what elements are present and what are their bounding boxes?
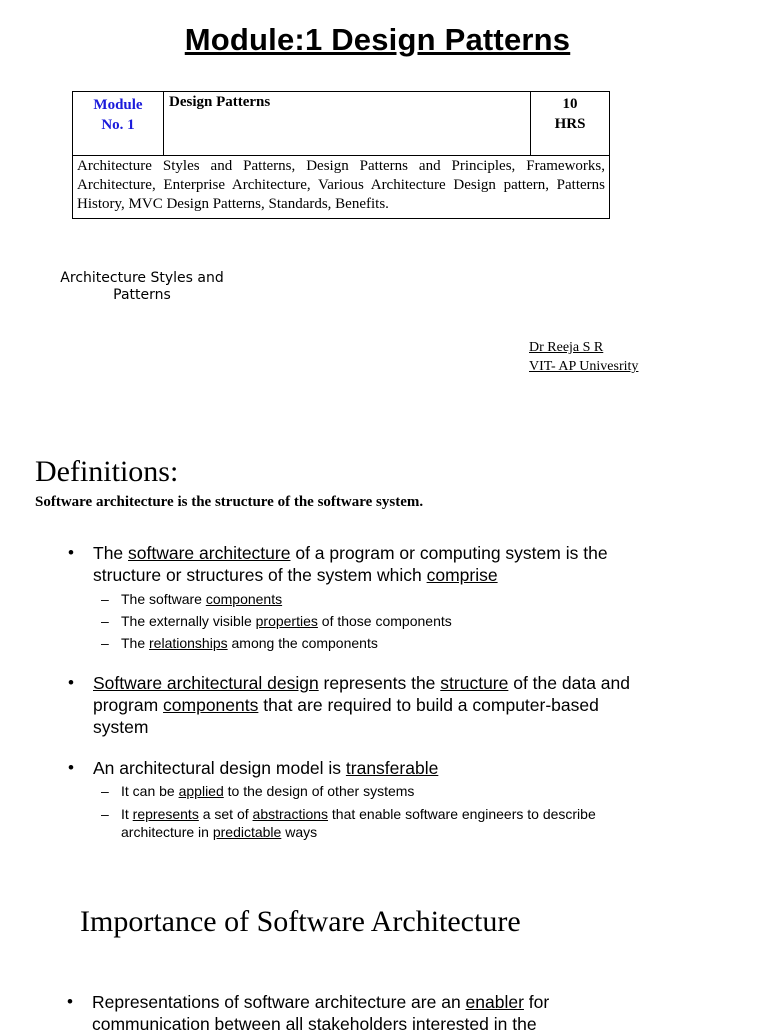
- dash-marker: –: [101, 591, 109, 607]
- module-description: Architecture Styles and Patterns, Design Patterns and Principles, Frameworks, Architecture, Enterprise Architecture, Various Architecture Design pattern, Patterns History, MVC Design Patterns, Standards, Benefits.: [73, 156, 610, 219]
- underlined-term: Software architectural design: [93, 673, 319, 693]
- author-block: [529, 338, 638, 376]
- text: The externally visible: [121, 613, 256, 629]
- underlined-term: components: [205, 591, 283, 607]
- text: for communication between all stakeholders interested in the: [92, 992, 550, 1034]
- module-number-label: Module: [93, 97, 143, 113]
- text: Representations of software architecture are an: [92, 992, 466, 1012]
- module-number-cell: [73, 92, 164, 156]
- text: among the components: [227, 635, 378, 651]
- text: to the design of other systems: [223, 783, 415, 799]
- bullet-dot: •: [67, 992, 73, 1011]
- module-number-value: No. 1: [101, 117, 135, 133]
- text: ways: [281, 824, 318, 840]
- module-table: [72, 91, 610, 219]
- underlined-term: comprise: [426, 565, 498, 585]
- underlined-term: predictable: [212, 824, 282, 840]
- underlined-term: structure: [440, 673, 509, 693]
- definition-bullet-2: [68, 672, 633, 738]
- text: of the data and program: [93, 673, 630, 715]
- underlined-term: applied: [178, 783, 224, 799]
- text: represents the: [318, 673, 441, 693]
- importance-bullet-1: [67, 991, 612, 1035]
- text: of a program or computing system is the structure or structures of the system which: [93, 543, 608, 585]
- underlined-term: software architecture: [128, 543, 291, 563]
- text: The: [93, 543, 129, 563]
- definition-bullet-3: [68, 757, 653, 779]
- bullet-dot: •: [68, 543, 74, 562]
- definition-subbullet: [101, 612, 641, 630]
- module-title-cell: Design Patterns: [164, 92, 531, 156]
- text: It can be: [121, 783, 179, 799]
- bullet-dot: •: [68, 758, 74, 777]
- text: that enable software engineers to describe architecture in: [121, 806, 596, 840]
- module-hours-cell: [531, 92, 610, 156]
- hours-value: 10: [562, 96, 578, 112]
- text: a set of: [198, 806, 253, 822]
- dash-marker: –: [101, 806, 109, 822]
- dash-marker: –: [101, 635, 109, 651]
- text: The: [121, 635, 150, 651]
- importance-heading: Importance of Software Architecture: [80, 905, 521, 938]
- hours-unit: HRS: [554, 116, 586, 132]
- section-label: Architecture Styles and Patterns: [60, 270, 224, 303]
- document-title: Module:1 Design Patterns: [184, 22, 571, 57]
- underlined-term: represents: [132, 806, 199, 822]
- underlined-term: relationships: [149, 635, 228, 651]
- text: The software: [121, 591, 206, 607]
- definitions-heading: Definitions:: [35, 455, 179, 488]
- dash-marker: –: [101, 613, 109, 629]
- definition-subbullet: [101, 590, 641, 608]
- text: of those components: [317, 613, 452, 629]
- text: It: [121, 806, 133, 822]
- underlined-term: properties: [255, 613, 318, 629]
- text: An architectural design model is: [93, 758, 346, 778]
- definition-subbullet: [101, 634, 641, 652]
- dash-marker: –: [101, 783, 109, 799]
- author-affiliation: VIT- AP Univesrity: [529, 359, 639, 374]
- definition-subbullet: [101, 782, 641, 800]
- underlined-term: components: [163, 695, 259, 715]
- author-name: Dr Reeja S R: [529, 340, 604, 355]
- definition-bullet-1: [68, 542, 653, 586]
- text: that are required to build a computer-based system: [93, 695, 599, 737]
- underlined-term: transferable: [345, 758, 439, 778]
- bullet-dot: •: [68, 673, 74, 692]
- definitions-subheading: Software architecture is the structure of the software system.: [35, 494, 424, 510]
- underlined-term: abstractions: [252, 806, 329, 822]
- underlined-term: enabler: [465, 992, 524, 1012]
- definition-subbullet: [101, 805, 621, 841]
